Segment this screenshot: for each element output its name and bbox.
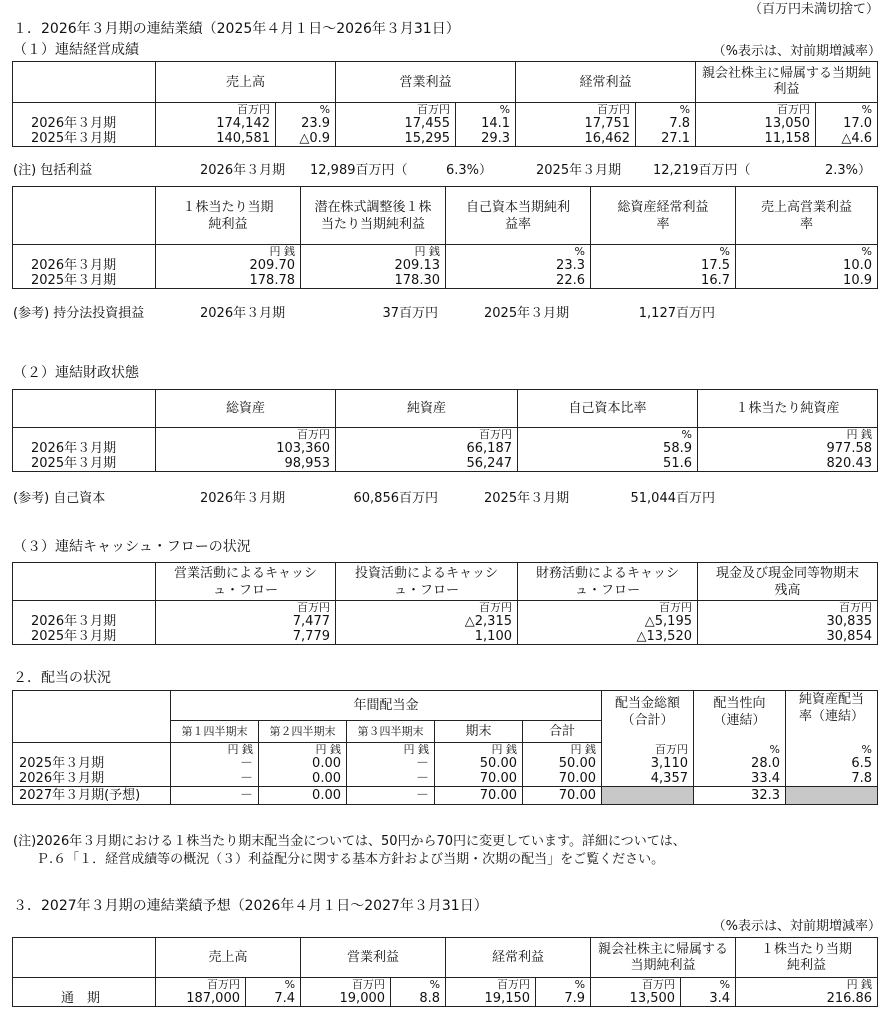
ref-value: 1,127百万円 [638,306,715,321]
row-label: 2026年３月期 [13,614,156,629]
pct-note: （%表示は、対前期増減率） [712,44,881,59]
unit-cell: % [276,103,336,117]
section1-title: １．2026年３月期の連結業績（2025年４月１日～2026年３月31日） [13,21,460,37]
note-value: 12,219百万円（ [653,163,751,178]
value-cell: 13,050 [696,116,816,131]
table-row [13,787,878,805]
header-diluted-eps: 潜在株式調整後１株当たり当期純利益 [301,187,446,245]
table-row [13,771,878,787]
value-cell: 8.8 [391,991,446,1007]
value-cell: △0.9 [276,131,336,147]
header-operating-income: 営業利益 [301,938,446,978]
row-label: 2026年３月期 [13,116,156,131]
row-label: 2025年３月期 [13,756,171,771]
unit-cell: % [456,103,516,117]
value-cell: 23.3 [446,258,591,273]
forecast-pct-note: （%表示は、対前期増減率） [712,919,881,934]
header-roa: 総資産経常利益率 [591,187,736,245]
value-cell: 11,158 [696,131,816,147]
per-share-table [12,186,878,289]
header-cash-balance: 現金及び現金同等物期末残高 [698,563,878,601]
equity-label: (参考) 自己資本 [13,491,106,506]
unit-cell: 円 銭 [301,245,446,259]
table-row [13,273,878,289]
unit-cell: 百万円 [336,103,456,117]
header-financing-cf: 財務活動によるキャッシュ・フロー [518,563,698,601]
unit-cell: % [786,743,878,757]
unit-cell: 百万円 [446,978,536,992]
header-net-income: 親会社株主に帰属する当期純利益 [696,62,878,103]
header-q1: 第１四半期末 [171,721,259,743]
note-period: 2026年３月期 [200,163,286,178]
value-cell: 30,854 [698,629,878,645]
row-label: 2026年３月期 [13,441,156,456]
unit-cell: % [536,978,591,992]
unit-cell: 百万円 [698,601,878,615]
value-cell: 70.00 [435,771,523,787]
header-sales: 売上高 [156,938,301,978]
value-cell: 70.00 [435,787,523,805]
ref-period: 2025年３月期 [484,491,570,506]
value-cell: 209.70 [156,258,301,273]
header-net-income: 親会社株主に帰属する当期純利益 [591,938,736,978]
unit-cell: 百万円 [156,978,246,992]
unit-cell: % [681,978,736,992]
ref-period: 2025年３月期 [484,306,570,321]
row-label: 2025年３月期 [13,456,156,472]
shaded-cell [602,787,694,805]
row-label: 2026年３月期 [13,771,171,787]
ref-value: 37百万円 [382,306,438,321]
header-total-assets: 総資産 [156,390,336,428]
value-cell: － [171,787,259,805]
unit-cell: 百万円 [516,103,636,117]
value-cell: 33.4 [694,771,786,787]
header-dividend-on-equity: 純資産配当率（連結） [786,691,878,743]
value-cell: 14.1 [456,116,516,131]
value-cell: △2,315 [336,614,518,629]
header-year-end: 期末 [435,721,523,743]
unit-cell: 百万円 [602,743,694,757]
value-cell: △4.6 [816,131,878,147]
ref-period: 2026年３月期 [200,491,286,506]
unit-cell: % [391,978,446,992]
value-cell: 66,187 [336,441,518,456]
table-row [13,756,878,771]
row-label: 2025年３月期 [13,131,156,147]
row-label: 2025年３月期 [13,273,156,289]
header-net-assets: 純資産 [336,390,518,428]
value-cell: 50.00 [435,756,523,771]
header-operating-cf: 営業活動によるキャッシュ・フロー [156,563,336,601]
header-eps: １株当たり当期純利益 [156,187,301,245]
unit-cell: 百万円 [156,428,336,442]
value-cell: 0.00 [259,756,347,771]
value-cell: 70.00 [523,787,602,805]
unit-cell: 百万円 [518,601,698,615]
financial-position-title: （２）連結財政状態 [13,365,139,381]
value-cell: 28.0 [694,756,786,771]
header-q2: 第２四半期末 [259,721,347,743]
value-cell: 10.9 [736,273,878,289]
value-cell: 17.0 [816,116,878,131]
table-row [13,116,878,131]
dividends-table [12,690,878,805]
unit-cell: % [636,103,696,117]
value-cell: 15,295 [336,131,456,147]
forecast-table [12,937,878,1007]
value-cell: 7.8 [636,116,696,131]
header-bps: １株当たり純資産 [698,390,878,428]
value-cell: － [171,771,259,787]
table-row [13,131,878,147]
value-cell: 56,247 [336,456,518,472]
value-cell: △13,520 [518,629,698,645]
row-label: 2026年３月期 [13,258,156,273]
header-annual-dividend: 年間配当金 [171,691,602,721]
header-roe: 自己資本当期純利益率 [446,187,591,245]
unit-cell: 百万円 [336,428,518,442]
value-cell: 10.0 [736,258,878,273]
value-cell: 3.4 [681,991,736,1007]
value-cell: 1,100 [336,629,518,645]
value-cell: 3,110 [602,756,694,771]
value-cell: 187,000 [156,991,246,1007]
unit-cell: 百万円 [336,601,518,615]
unit-cell: 円 銭 [156,245,301,259]
value-cell: － [347,787,435,805]
value-cell: 27.1 [636,131,696,147]
dividend-note-line1: (注)2026年３月期における１株当たり期末配当金については、50円から70円に変更しています。詳細については、 [13,834,686,849]
value-cell: 98,953 [156,456,336,472]
note-period: 2025年３月期 [536,163,622,178]
header-ordinary-income: 経常利益 [446,938,591,978]
row-label: 2025年３月期 [13,629,156,645]
value-cell: 17.5 [591,258,736,273]
value-cell: 140,581 [156,131,276,147]
value-cell: 7.4 [246,991,301,1007]
table-row [13,258,878,273]
cash-flow-table [12,562,878,645]
note-value: 12,989百万円（ [310,163,408,178]
header-total-dividend: 配当金総額（合計） [602,691,694,743]
value-cell: － [171,756,259,771]
value-cell: 22.6 [446,273,591,289]
value-cell: 6.5 [786,756,878,771]
header-total: 合計 [523,721,602,743]
table-row [13,456,878,472]
equity-method-label: (参考) 持分法投資損益 [13,306,145,321]
unit-cell: % [446,245,591,259]
financial-position-table [12,389,878,472]
note-rate: 6.3%） [445,163,492,178]
header-eps: １株当たり当期純利益 [736,938,878,978]
unit-cell: % [736,245,878,259]
value-cell: 51.6 [518,456,698,472]
value-cell: 16,462 [516,131,636,147]
table-row [13,629,878,645]
shaded-cell [786,787,878,805]
value-cell: 178.78 [156,273,301,289]
header-ordinary-income: 経常利益 [516,62,696,103]
table-row [13,441,878,456]
header-operating-income: 営業利益 [336,62,516,103]
dividend-note-line2: Ｐ.６「１．経営成績等の概況（３）利益配分に関する基本方針および当期・次期の配当」をご覧ください。 [36,852,665,867]
value-cell: 103,360 [156,441,336,456]
header-operating-margin: 売上高営業利益率 [736,187,878,245]
unit-cell: % [518,428,698,442]
header-blank [13,62,156,103]
table-row [13,991,878,1007]
row-label: 2027年３月期(予想) [13,787,171,805]
value-cell: 209.13 [301,258,446,273]
value-cell: 0.00 [259,771,347,787]
unit-cell: % [816,103,878,117]
table-row [13,614,878,629]
header-sales: 売上高 [156,62,336,103]
unit-cell: 円 銭 [259,743,347,757]
unit-cell: % [694,743,786,757]
value-cell: 23.9 [276,116,336,131]
unit-cell: 百万円 [301,978,391,992]
value-cell: 216.86 [736,991,878,1007]
unit-cell: 円 銭 [435,743,523,757]
value-cell: 17,751 [516,116,636,131]
ref-value: 51,044百万円 [630,491,715,506]
header-payout-ratio: 配当性向（連結） [694,691,786,743]
value-cell: 4,357 [602,771,694,787]
unit-cell: 百万円 [696,103,816,117]
unit-cell: 百万円 [156,601,336,615]
ref-period: 2026年３月期 [200,306,286,321]
dividends-title: ２．配当の状況 [13,670,111,686]
value-cell: 7,477 [156,614,336,629]
value-cell: 30,835 [698,614,878,629]
value-cell: 58.9 [518,441,698,456]
unit-cell: 百万円 [156,103,276,117]
header-q3: 第３四半期末 [347,721,435,743]
unit-cell: % [591,245,736,259]
value-cell: 820.43 [698,456,878,472]
value-cell: 174,142 [156,116,276,131]
value-cell: 7.9 [536,991,591,1007]
row-label: 通 期 [13,991,156,1007]
cash-flow-title: （３）連結キャッシュ・フローの状況 [13,539,251,555]
value-cell: 19,000 [301,991,391,1007]
ref-value: 60,856百万円 [353,491,438,506]
value-cell: 29.3 [456,131,516,147]
value-cell: △5,195 [518,614,698,629]
value-cell: 50.00 [523,756,602,771]
unit-cell: 円 銭 [171,743,259,757]
operating-results-title: （１）連結経営成績 [13,42,139,58]
unit-cell: 円 銭 [347,743,435,757]
value-cell: 19,150 [446,991,536,1007]
value-cell: 7,779 [156,629,336,645]
comprehensive-income-label: (注) 包括利益 [13,163,93,178]
header-equity-ratio: 自己資本比率 [518,390,698,428]
value-cell: 977.58 [698,441,878,456]
value-cell: － [347,771,435,787]
value-cell: 0.00 [259,787,347,805]
header-investing-cf: 投資活動によるキャッシュ・フロー [336,563,518,601]
value-cell: 17,455 [336,116,456,131]
note-rate: 2.3%） [824,163,871,178]
unit-cell: 円 銭 [698,428,878,442]
forecast-title: ３．2027年３月期の連結業績予想（2026年４月１日～2027年３月31日） [13,898,488,914]
unit-cell: 円 銭 [523,743,602,757]
value-cell: 32.3 [694,787,786,805]
value-cell: － [347,756,435,771]
operating-results-table [12,61,878,147]
unit-cell: 円 銭 [736,978,878,992]
value-cell: 16.7 [591,273,736,289]
value-cell: 7.8 [786,771,878,787]
unit-cell: 百万円 [591,978,681,992]
value-cell: 70.00 [523,771,602,787]
value-cell: 178.30 [301,273,446,289]
value-cell: 13,500 [591,991,681,1007]
unit-note: （百万円未満切捨て） [748,2,879,17]
unit-cell: % [246,978,301,992]
